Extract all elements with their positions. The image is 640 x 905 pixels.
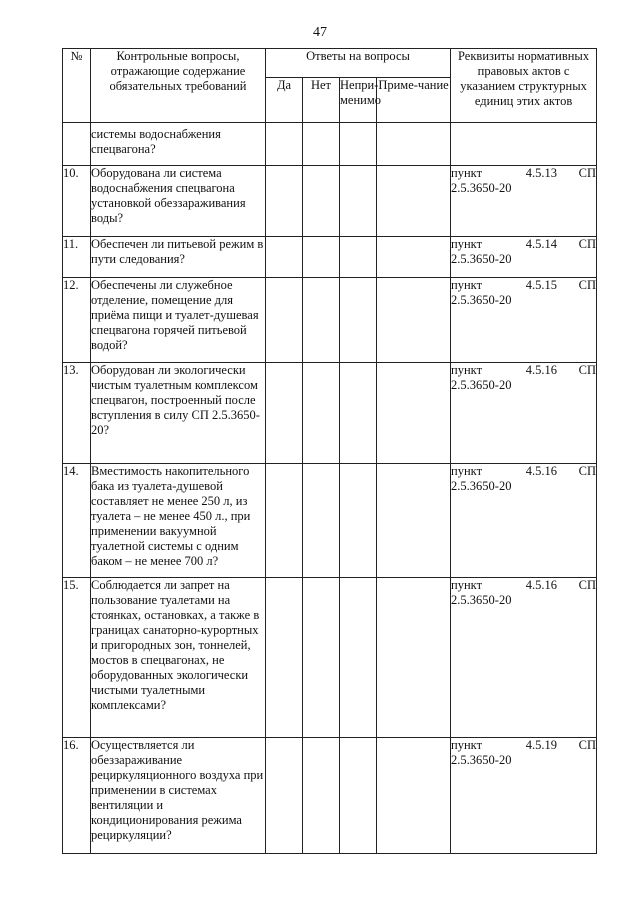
- requisite-point: 4.5.19: [525, 738, 557, 752]
- row-number: 11.: [63, 237, 91, 278]
- header-row-top: [63, 49, 597, 78]
- requisite-word: пункт: [451, 278, 483, 292]
- requisite-sp: СП: [578, 464, 597, 478]
- row-number: 13.: [63, 363, 91, 464]
- requisite-document: 2.5.3650-20: [451, 293, 512, 307]
- answer-na-cell[interactable]: [340, 738, 377, 854]
- checklist-table: [62, 48, 597, 854]
- requisite-document: 2.5.3650-20: [451, 252, 512, 266]
- answer-yes-cell[interactable]: [266, 123, 303, 166]
- table-row: [63, 123, 597, 166]
- requisite-point: 4.5.16: [525, 363, 557, 377]
- requisite-point: 4.5.14: [525, 237, 557, 251]
- requisite-document: 2.5.3650-20: [451, 181, 512, 195]
- row-number: 16.: [63, 738, 91, 854]
- table-row: [63, 166, 597, 237]
- requisite-word: пункт: [451, 237, 483, 251]
- answer-na-cell[interactable]: [340, 123, 377, 166]
- answer-yes-cell[interactable]: [266, 578, 303, 738]
- answer-na-cell[interactable]: [340, 464, 377, 578]
- page-number: 47: [313, 25, 327, 40]
- answer-no-cell[interactable]: [303, 464, 340, 578]
- answer-na-cell[interactable]: [340, 166, 377, 237]
- answer-no-cell[interactable]: [303, 578, 340, 738]
- row-question: Оборудован ли экологически чистым туалетным комплексом спецвагон, построенный после вступления в силу СП 2.5.3650-20?: [91, 363, 266, 464]
- requisite-document: 2.5.3650-20: [451, 753, 512, 767]
- answer-no-cell[interactable]: [303, 166, 340, 237]
- requisite-sp: СП: [578, 363, 597, 377]
- requisite-document: 2.5.3650-20: [451, 593, 512, 607]
- requisite-sp: СП: [578, 278, 597, 292]
- answer-na-cell[interactable]: [340, 363, 377, 464]
- answer-no-cell[interactable]: [303, 363, 340, 464]
- answer-yes-cell[interactable]: [266, 166, 303, 237]
- row-requisites: [451, 578, 597, 738]
- row-requisites: [451, 278, 597, 363]
- answer-no-cell[interactable]: [303, 738, 340, 854]
- requisite-sp: СП: [578, 738, 597, 752]
- row-requisites: [451, 237, 597, 278]
- answer-note-cell[interactable]: [377, 237, 451, 278]
- column-header-not-applicable: Непри-менимо: [340, 78, 377, 123]
- answer-yes-cell[interactable]: [266, 363, 303, 464]
- answer-note-cell[interactable]: [377, 363, 451, 464]
- column-header-note: Приме-чание: [377, 78, 451, 123]
- row-question: системы водоснабжения спецвагона?: [91, 123, 266, 166]
- answer-yes-cell[interactable]: [266, 738, 303, 854]
- column-header-questions: Контрольные вопросы, отражающие содержание обязательных требований: [91, 49, 266, 123]
- row-number: 14.: [63, 464, 91, 578]
- requisite-document: 2.5.3650-20: [451, 378, 512, 392]
- requisite-point: 4.5.16: [525, 464, 557, 478]
- answer-no-cell[interactable]: [303, 278, 340, 363]
- answer-note-cell[interactable]: [377, 166, 451, 237]
- answer-yes-cell[interactable]: [266, 278, 303, 363]
- answer-na-cell[interactable]: [340, 237, 377, 278]
- row-number: 15.: [63, 578, 91, 738]
- requisite-sp: СП: [578, 237, 597, 251]
- row-question: Вместимость накопительного бака из туалета-душевой составляет не менее 250 л, из туалета – не менее 450 л., при применении вакуумной туалетной системы с одним баком – не менее 700 л?: [91, 464, 266, 578]
- table-row: [63, 464, 597, 578]
- column-header-number: №: [63, 49, 91, 123]
- answer-na-cell[interactable]: [340, 278, 377, 363]
- column-header-no: Нет: [303, 78, 340, 123]
- row-question: Обеспечены ли служебное отделение, помещение для приёма пищи и туалет-душевая спецвагона горячей питьевой водой?: [91, 278, 266, 363]
- row-question: Осуществляется ли обеззараживание рециркуляционного воздуха при применении в системах вентиляции и кондиционирования режима рециркуляции?: [91, 738, 266, 854]
- requisite-word: пункт: [451, 363, 483, 377]
- requisite-point: 4.5.16: [525, 578, 557, 592]
- row-requisites: [451, 166, 597, 237]
- answer-na-cell[interactable]: [340, 578, 377, 738]
- requisite-word: пункт: [451, 738, 483, 752]
- answer-note-cell[interactable]: [377, 464, 451, 578]
- requisite-document: 2.5.3650-20: [451, 479, 512, 493]
- answer-note-cell[interactable]: [377, 578, 451, 738]
- requisite-point: 4.5.15: [525, 278, 557, 292]
- row-question: Соблюдается ли запрет на пользование туалетами на стоянках, остановках, а также в границах санаторно-курортных и пригородных зон, тоннелей, мостов в спецвагонах, не оборудованных экологически чистыми туалетными комплексами?: [91, 578, 266, 738]
- requisite-word: пункт: [451, 166, 483, 180]
- table-row: [63, 278, 597, 363]
- row-number: [63, 123, 91, 166]
- row-requisites: [451, 363, 597, 464]
- column-header-requisites: Реквизиты нормативных правовых актов с указанием структурных единиц этих актов: [451, 49, 597, 123]
- column-header-answers: Ответы на вопросы: [266, 49, 451, 78]
- row-number: 10.: [63, 166, 91, 237]
- requisite-point: 4.5.13: [525, 166, 557, 180]
- answer-no-cell[interactable]: [303, 123, 340, 166]
- answer-note-cell[interactable]: [377, 738, 451, 854]
- answer-note-cell[interactable]: [377, 278, 451, 363]
- row-requisites: [451, 464, 597, 578]
- requisite-word: пункт: [451, 578, 483, 592]
- column-header-yes: Да: [266, 78, 303, 123]
- requisite-sp: СП: [578, 578, 597, 592]
- row-requisites: [451, 123, 597, 166]
- answer-note-cell[interactable]: [377, 123, 451, 166]
- row-number: 12.: [63, 278, 91, 363]
- table-row: [63, 738, 597, 854]
- answer-yes-cell[interactable]: [266, 237, 303, 278]
- row-requisites: [451, 738, 597, 854]
- table-row: [63, 363, 597, 464]
- row-question: Оборудована ли система водоснабжения спецвагона установкой обеззараживания воды?: [91, 166, 266, 237]
- table-row: [63, 237, 597, 278]
- requisite-sp: СП: [578, 166, 597, 180]
- answer-yes-cell[interactable]: [266, 464, 303, 578]
- requisite-word: пункт: [451, 464, 483, 478]
- row-question: Обеспечен ли питьевой режим в пути следования?: [91, 237, 266, 278]
- table-row: [63, 578, 597, 738]
- answer-no-cell[interactable]: [303, 237, 340, 278]
